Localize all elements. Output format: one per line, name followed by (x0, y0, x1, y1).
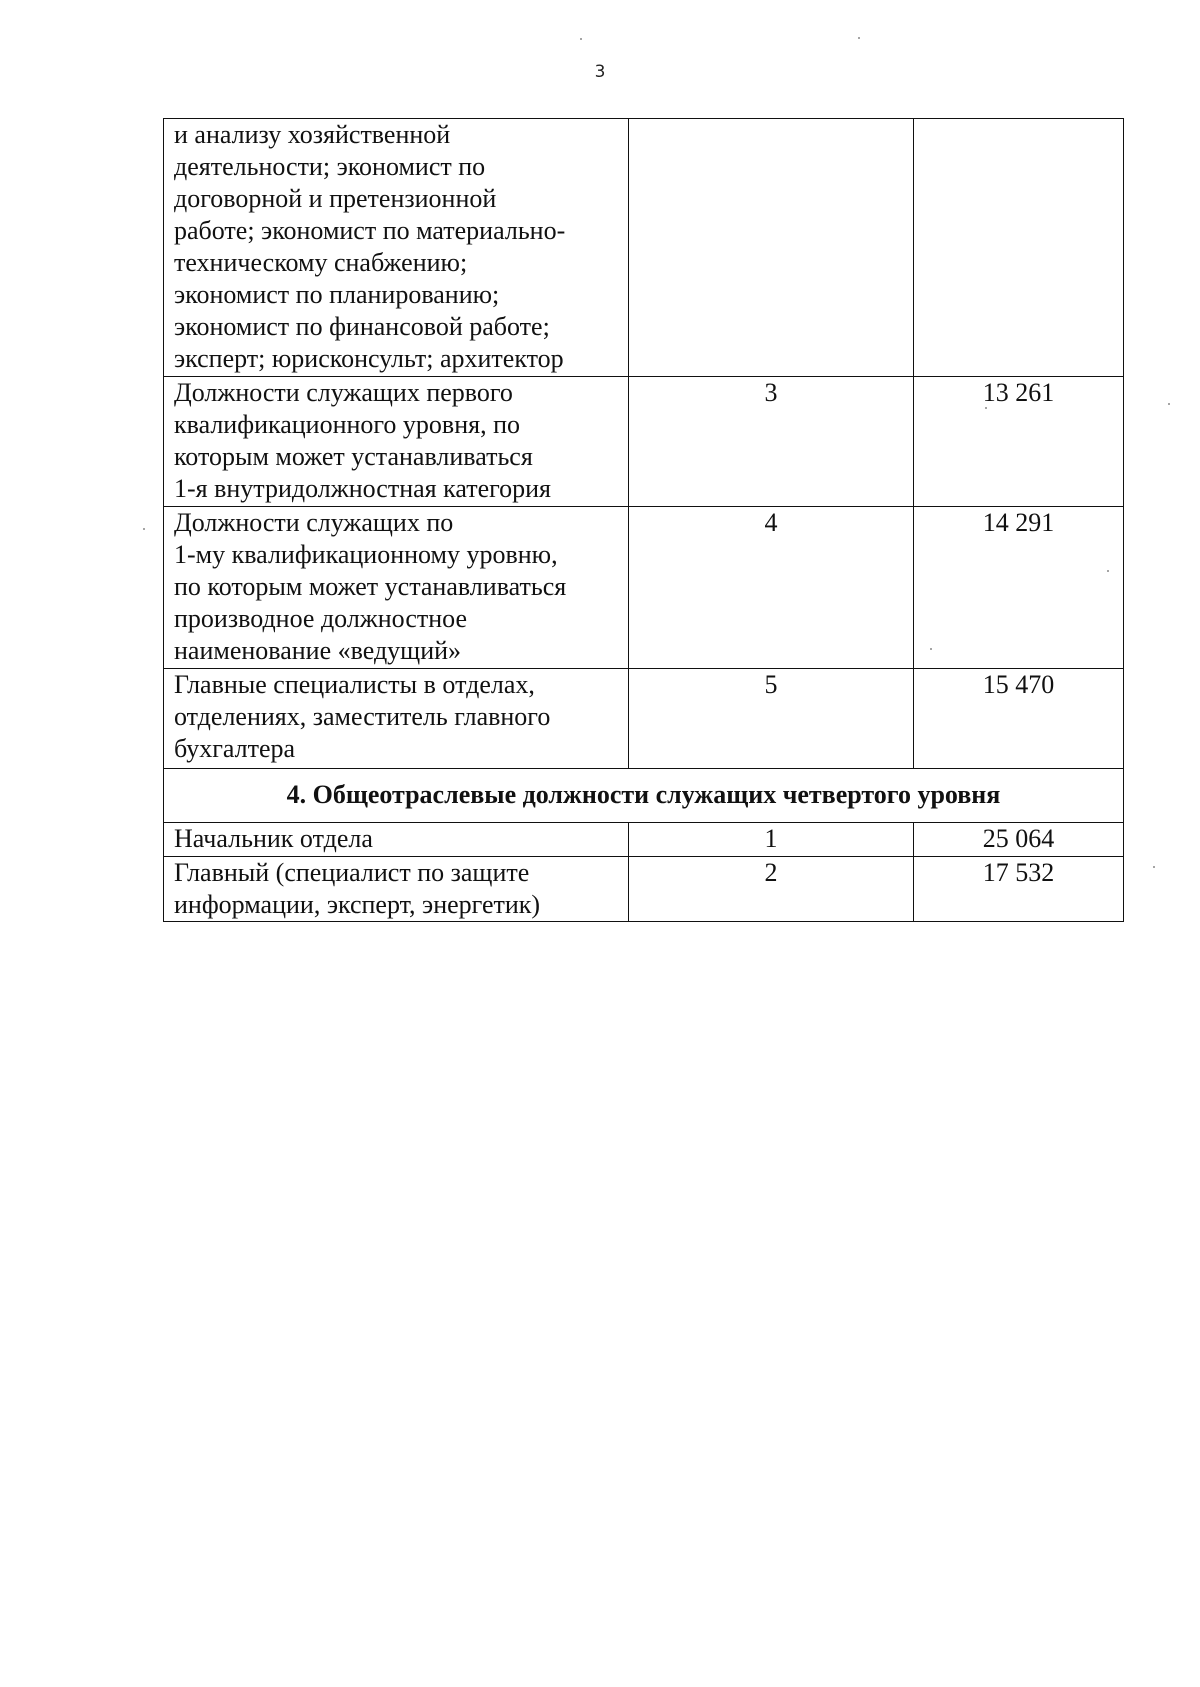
scan-speck (1153, 866, 1155, 868)
position-line: наименование «ведущий» (174, 636, 462, 665)
position-line: Главный (специалист по защите (174, 858, 530, 887)
qualification-level-cell: 5 (629, 669, 914, 769)
position-line: отделениях, заместитель главного (174, 702, 551, 731)
salary-cell: 13 261 (914, 377, 1124, 507)
position-cell (164, 119, 629, 377)
qualification-level-cell: 4 (629, 507, 914, 669)
scan-speck (580, 38, 582, 40)
position-cell (164, 669, 629, 769)
position-line: Должности служащих первого (174, 378, 513, 407)
scan-speck (1168, 403, 1170, 405)
position-line: информации, эксперт, энергетик) (174, 890, 541, 919)
position-line: работе; экономист по материально- (174, 216, 566, 245)
position-cell (164, 823, 629, 857)
position-line: 1-я внутридолжностная категория (174, 474, 551, 503)
scan-speck (985, 407, 987, 409)
section-title: 4. Общеотраслевые должности служащих четвертого уровня (164, 769, 1124, 823)
scan-speck (930, 648, 932, 650)
position-line: бухгалтера (174, 734, 296, 763)
qualification-level-cell (629, 119, 914, 377)
table-row (164, 857, 1124, 922)
salary-table (163, 118, 1124, 922)
table-row (164, 823, 1124, 857)
position-line: и анализу хозяйственной (174, 120, 451, 149)
position-line: деятельности; экономист по (174, 152, 486, 181)
position-line: производное должностное (174, 604, 468, 633)
position-line: по которым может устанавливаться (174, 572, 567, 601)
position-line: которым может устанавливаться (174, 442, 533, 471)
salary-cell: 25 064 (914, 823, 1124, 857)
position-line: техническому снабжению; (174, 248, 468, 277)
position-line: Должности служащих по (174, 508, 454, 537)
qualification-level-cell: 2 (629, 857, 914, 922)
position-line: квалификационного уровня, по (174, 410, 520, 439)
page-number: 3 (594, 62, 606, 82)
salary-cell (914, 119, 1124, 377)
table-row (164, 507, 1124, 669)
position-line: экономист по планированию; (174, 280, 500, 309)
scan-speck (143, 528, 145, 530)
qualification-level-cell: 3 (629, 377, 914, 507)
position-cell (164, 857, 629, 922)
position-cell (164, 377, 629, 507)
position-line: экономист по финансовой работе; (174, 312, 550, 341)
scan-speck (1107, 570, 1109, 572)
qualification-level-cell: 1 (629, 823, 914, 857)
table-row (164, 669, 1124, 769)
salary-cell: 15 470 (914, 669, 1124, 769)
position-line: Главные специалисты в отделах, (174, 670, 535, 699)
position-line: эксперт; юрисконсульт; архитектор (174, 344, 564, 373)
table-row (164, 377, 1124, 507)
salary-cell: 17 532 (914, 857, 1124, 922)
position-line: 1-му квалификационному уровню, (174, 540, 558, 569)
position-line: Начальник отдела (174, 824, 373, 853)
salary-cell: 14 291 (914, 507, 1124, 669)
table-body (164, 119, 1124, 922)
scan-speck (858, 37, 860, 39)
table-row (164, 119, 1124, 377)
position-line: договорной и претензионной (174, 184, 497, 213)
section-row (164, 769, 1124, 823)
position-cell (164, 507, 629, 669)
